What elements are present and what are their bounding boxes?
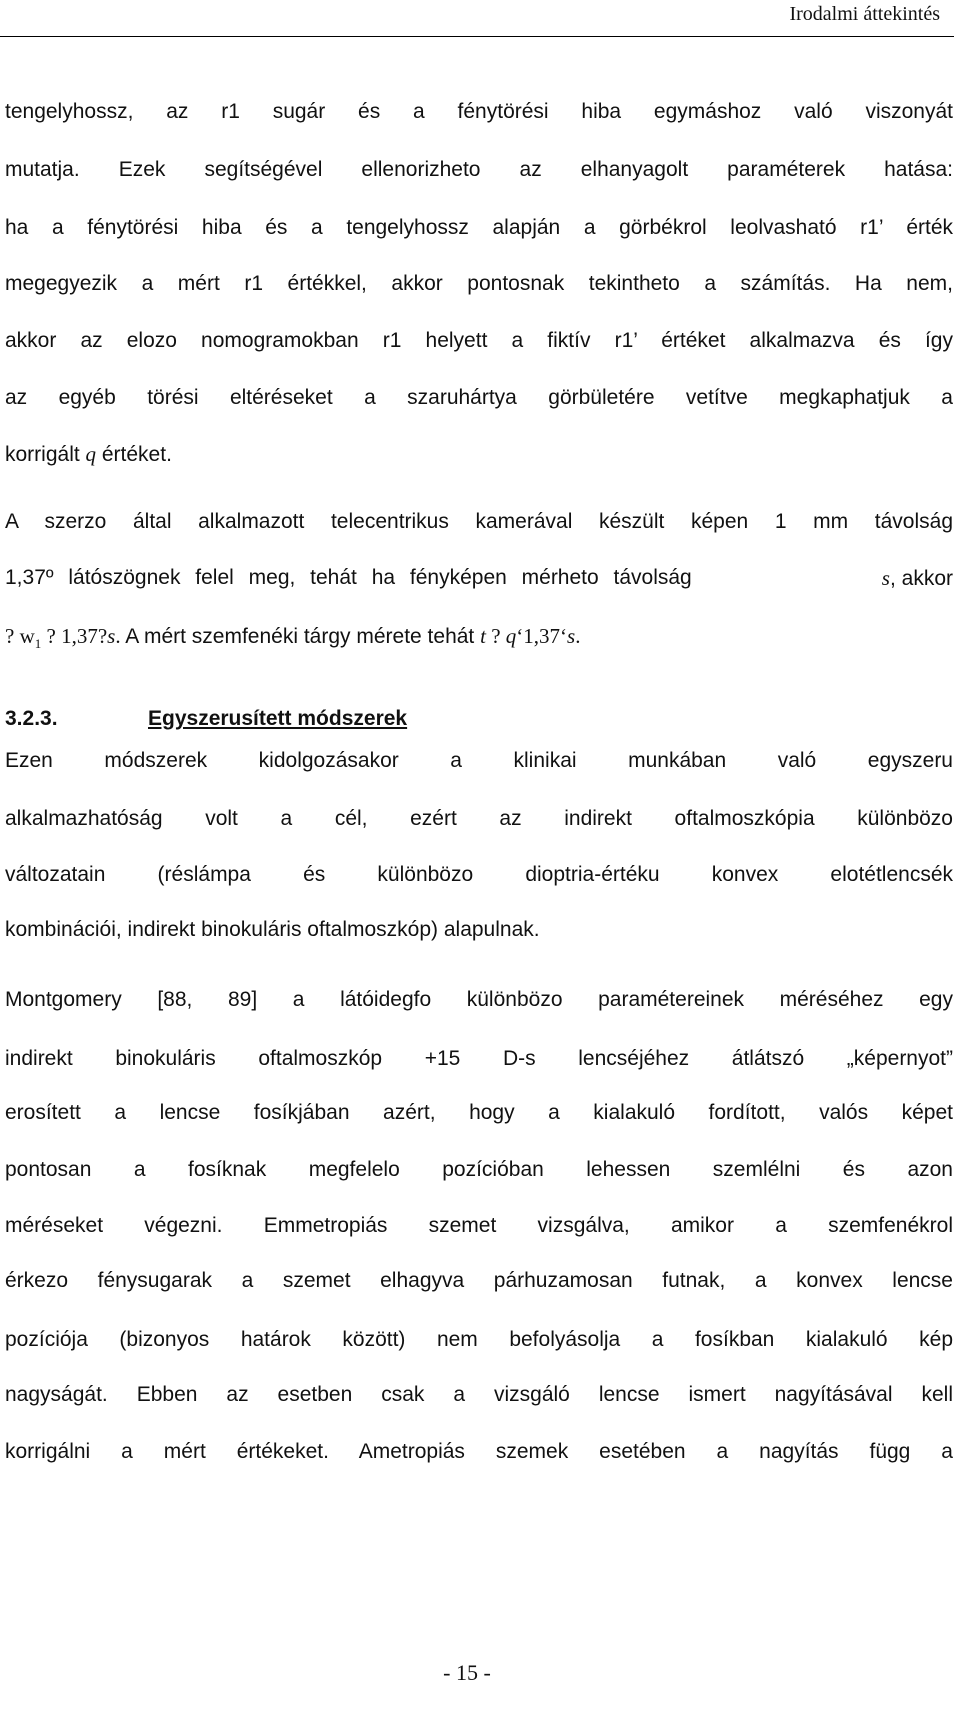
text-line: A szerzo által alkalmazott telecentrikus kamerával készült képen 1 mm távolság <box>5 510 953 533</box>
math-variable-q: q <box>505 624 517 648</box>
text-line: Montgomery [88, 89] a látóidegfo különbözo paramétereinek méréséhez egy <box>5 988 953 1011</box>
formula-part: ? 1,37? <box>46 624 108 648</box>
text-line: ha a fénytörési hiba és a tengelyhossz alapján a görbékrol leolvasható r1’ érték <box>5 216 953 239</box>
text-line: alkalmazhatóság volt a cél, ezért az indirekt oftalmoszkópia különbözo <box>5 807 953 830</box>
text-line: korrigálni a mért értékeket. Ametropiás szemek esetében a nagyítás függ a <box>5 1440 953 1463</box>
formula-size <box>480 624 580 648</box>
formula-part: ? w <box>5 624 35 648</box>
formula-part: ? <box>491 624 501 648</box>
text-line: változatain (réslámpa és különbözo dioptria-értéku konvex elotétlencsék <box>5 863 953 886</box>
page-number: - 15 - <box>443 1660 491 1685</box>
text-line: indirekt binokuláris oftalmoszkóp +15 D-s lencséjéhez átlátszó „képernyot” <box>5 1047 953 1070</box>
formula-part: . <box>575 624 581 648</box>
section-title: Egyszerusített módszerek <box>148 707 408 730</box>
text-run: értéket. <box>96 443 172 466</box>
text-line: érkezo fénysugarak a szemet elhagyva párhuzamosan futnak, a konvex lencse <box>5 1269 953 1292</box>
math-variable-s: s <box>107 624 116 648</box>
formula-part: . <box>115 624 121 648</box>
text-line: erosített a lencse fosíkjában azért, hogy a kialakuló fordított, valós képet <box>5 1101 953 1124</box>
text-line: mutatja. Ezek segítségével ellenorizheto az elhanyagolt paraméterek hatása: <box>5 158 953 181</box>
text-line: méréseket végezni. Emmetropiás szemet vizsgálva, amikor a szemfenékrol <box>5 1214 953 1237</box>
formula-subscript: 1 <box>34 636 42 652</box>
text-line: megegyezik a mért r1 értékkel, akkor pontosnak tekintheto a számítás. Ha nem, <box>5 272 953 295</box>
math-variable-s: s <box>567 624 576 648</box>
text-run: 1,37º látószögnek felel meg, tehát ha fényképen mérheto távolság <box>5 566 692 589</box>
formula-part: ‘1,37‘ <box>516 624 568 648</box>
math-variable-q: q <box>85 442 97 466</box>
text-line: Ezen módszerek kidolgozásakor a klinikai munkában való egyszeru <box>5 749 953 772</box>
text-run <box>882 565 953 592</box>
text-line-last <box>5 441 953 468</box>
text-line-last: kombinációi, indirekt binokuláris oftalmoszkóp) alapulnak. <box>5 918 540 941</box>
text-line: tengelyhossz, az r1 sugár és a fénytörési hiba egymáshoz való viszonyát <box>5 100 953 123</box>
text-line: akkor az elozo nomogramokban r1 helyett a fiktív r1’ értéket alkalmazva és így <box>5 329 953 352</box>
math-variable-t: t <box>480 624 486 648</box>
text-run: korrigált <box>5 443 86 466</box>
formula-angle <box>5 624 121 652</box>
text-line: az egyéb törési eltéréseket a szaruhártya görbületére vetítve megkaphatjuk a <box>5 386 953 409</box>
text-run: , akkor <box>889 567 953 590</box>
text-line <box>5 565 953 592</box>
running-header: Irodalmi áttekintés <box>789 3 940 25</box>
section-number: 3.2.3. <box>5 707 58 730</box>
text-line: pozíciója (bizonyos határok között) nem befolyásolja a fosíkban kialakuló kép <box>5 1328 953 1351</box>
header-rule <box>0 36 954 37</box>
formula-line <box>5 623 953 657</box>
text-line: pontosan a fosíknak megfelelo pozícióban lehessen szemlélni és azon <box>5 1158 953 1181</box>
text-run: A mért szemfenéki tárgy mérete tehát <box>125 625 475 648</box>
text-line: nagyságát. Ebben az esetben csak a vizsgáló lencse ismert nagyításával kell <box>5 1383 953 1406</box>
math-variable-s: s <box>881 566 890 590</box>
